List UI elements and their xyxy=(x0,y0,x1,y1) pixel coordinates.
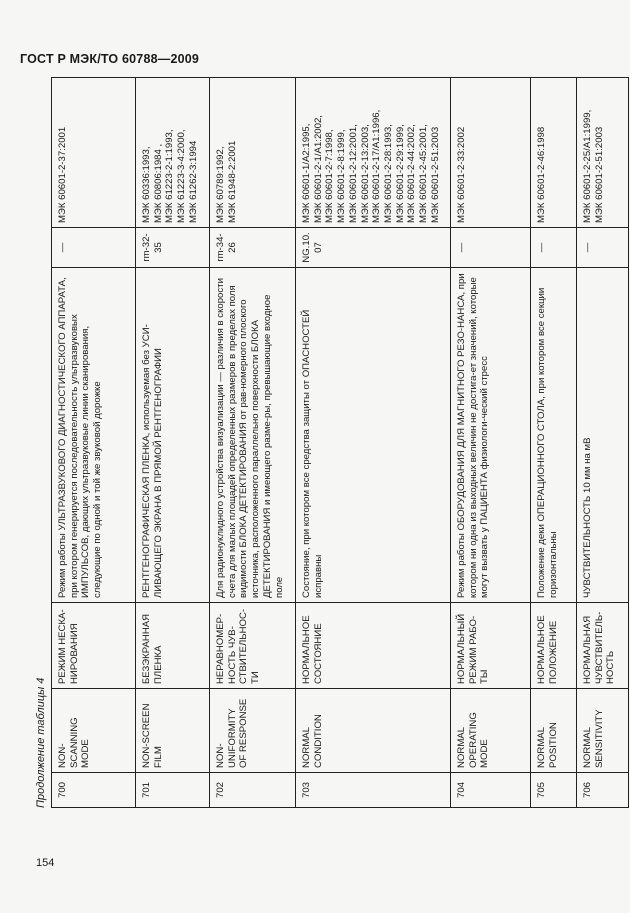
terms-table xyxy=(51,77,629,808)
reference-item: МЭК 60601-2-8:1999, xyxy=(336,129,348,223)
table-body xyxy=(52,78,629,808)
term-references xyxy=(210,78,296,228)
table-row xyxy=(531,78,577,808)
reference-item: МЭК 60601-2-12:2001, xyxy=(347,124,359,223)
term-number: 702 xyxy=(210,773,296,808)
term-references xyxy=(451,78,531,228)
term-english: NORMAL CONDITION xyxy=(296,689,451,773)
term-definition: Режим работы УЛЬТРАЗВУКОВОГО ДИАГНОСТИЧЕСКОГО АППАРАТА, при котором генерируется последовательность ультразвуковых ИМПУЛЬСОВ, дающих ультразвуковые линии сканирования, следующие по одной и той же звуковой дорожке xyxy=(52,268,136,603)
reference-item: МЭК 61948-2:2001 xyxy=(226,140,238,223)
term-russian: НОРМАЛЬНОЕ СОСТОЯНИЕ xyxy=(296,603,451,689)
term-code: rm-32-35 xyxy=(136,228,210,268)
reference-item: МЭК 60601-2-37:2001 xyxy=(57,126,68,223)
reference-item: МЭК 60601-2-17/А1:1996, xyxy=(371,109,383,223)
reference-item: МЭК 60601-2-29:1999, xyxy=(394,124,406,223)
table-row xyxy=(577,78,629,808)
table-row xyxy=(210,78,296,808)
reference-item: МЭК 60789:1992, xyxy=(215,146,226,223)
term-definition: Режим работы ОБОРУДОВАНИЯ ДЛЯ МАГНИТНОГО РЕЗО-НАНСА, при котором ни одна из выходных величин не достига-ет значений, которые могут вызвать у ПАЦИЕНТА физиологи-ческий стресс xyxy=(451,268,531,603)
term-code: — xyxy=(577,228,629,268)
reference-item: МЭК 60601-2-33:2002 xyxy=(456,126,467,223)
reference-item: МЭК 61262-3:1994 xyxy=(187,140,199,223)
table-row xyxy=(136,78,210,808)
reference-item: МЭК 60601-2-46:1998 xyxy=(536,126,547,223)
reference-item: МЭК 60601-2-25/А1:1999, xyxy=(582,109,593,223)
table-caption: Продолжение таблицы 4 xyxy=(35,677,47,808)
table-row xyxy=(296,78,451,808)
term-references xyxy=(52,78,136,228)
term-references xyxy=(296,78,451,228)
reference-item: МЭК 60601-2-45:2001, xyxy=(418,124,430,223)
term-english: NORMAL OPERATING MODE xyxy=(451,689,531,773)
term-definition: Для радионуклидного устройства визуализации — различия в скорости счета для малых площадей определенных размеров в пределах поля видимости БЛОКА ДЕТЕКТИРОВАНИЯ от рав-номерного плоского источника, расположенного параллельно поверхности БЛОКА ДЕТЕКТИРОВАНИЯ и имеющего разме-ры, превышающие входное поле xyxy=(210,268,296,603)
term-russian: БЕЗЭКРАННАЯ ПЛЕНКА xyxy=(136,603,210,689)
term-russian: НОРМАЛЬНАЯ ЧУВСТВИТЕЛЬ-НОСТЬ xyxy=(577,603,629,689)
term-code: rm-34-26 xyxy=(210,228,296,268)
term-russian: РЕЖИМ НЕСКА-НИРОВАНИЯ xyxy=(52,603,136,689)
term-number: 701 xyxy=(136,773,210,808)
reference-item: МЭК 60806:1984 , xyxy=(152,143,164,223)
term-code: NG.10.07 xyxy=(296,228,451,268)
reference-item: МЭК 60601-1/А2:1995, xyxy=(301,123,312,223)
reference-item: МЭК 60336:1993, xyxy=(141,146,152,223)
term-references xyxy=(577,78,629,228)
term-references xyxy=(136,78,210,228)
term-english: NORMAL SENSITIVITY xyxy=(577,689,629,773)
reference-item: МЭК 60601-2-28:1993, xyxy=(382,124,394,223)
table-row xyxy=(451,78,531,808)
term-definition: Состояние, при котором все средства защиты от ОПАСНОСТЕЙ исправны xyxy=(296,268,451,603)
term-code: — xyxy=(52,228,136,268)
reference-item: МЭК 61223-2-1:1993, xyxy=(164,129,176,223)
term-definition: ЧУВСТВИТЕЛЬНОСТЬ 10 мм на мВ xyxy=(577,268,629,603)
page-number: 154 xyxy=(36,857,55,869)
term-russian: НОРМАЛЬНОЕ ПОЛОЖЕНИЕ xyxy=(531,603,577,689)
term-english: NON-SCREEN FILM xyxy=(136,689,210,773)
reference-item: МЭК 60601-2-44:2002, xyxy=(406,124,418,223)
reference-item: МЭК 60601-2-51:2003 xyxy=(593,126,605,223)
term-english: NORMAL POSITION xyxy=(531,689,577,773)
term-russian: НЕРАВНОМЕР-НОСТЬ ЧУВ-СТВИТЕЛЬНОС-ТИ xyxy=(210,603,296,689)
term-code: — xyxy=(451,228,531,268)
term-number: 703 xyxy=(296,773,451,808)
term-number: 704 xyxy=(451,773,531,808)
term-number: 700 xyxy=(52,773,136,808)
term-number: 705 xyxy=(531,773,577,808)
table-row xyxy=(52,78,136,808)
rotated-table-block xyxy=(35,78,617,808)
reference-item: МЭК 60601-2-7:1998, xyxy=(324,129,336,223)
document-header: ГОСТ Р МЭК/ТО 60788—2009 xyxy=(20,52,200,66)
term-definition: РЕНТГЕНОГРАФИЧЕСКАЯ ПЛЕНКА, используемая без УСИ-ЛИВАЮЩЕГО ЭКРАНА В ПРЯМОЙ РЕНТГЕНОГРАФИИ xyxy=(136,268,210,603)
term-code: — xyxy=(531,228,577,268)
term-russian: НОРМАЛЬНЫЙ РЕЖИМ РАБО-ТЫ xyxy=(451,603,531,689)
reference-item: МЭК 60601-2-1/А1:2002, xyxy=(312,115,324,223)
term-references xyxy=(531,78,577,228)
term-number: 706 xyxy=(577,773,629,808)
term-definition: Положение деки ОПЕРАЦИОННОГО СТОЛА, при котором все секции горизонтальны xyxy=(531,268,577,603)
reference-item: МЭК 60601-2-51:2003 xyxy=(429,126,441,223)
reference-item: МЭК 61223-3-4:2000, xyxy=(176,129,188,223)
term-english: NON-UNIFORMITY OF RESPONSE xyxy=(210,689,296,773)
reference-item: МЭК 60601-2-13:2003, xyxy=(359,124,371,223)
term-english: NON-SCANNING MODE xyxy=(52,689,136,773)
